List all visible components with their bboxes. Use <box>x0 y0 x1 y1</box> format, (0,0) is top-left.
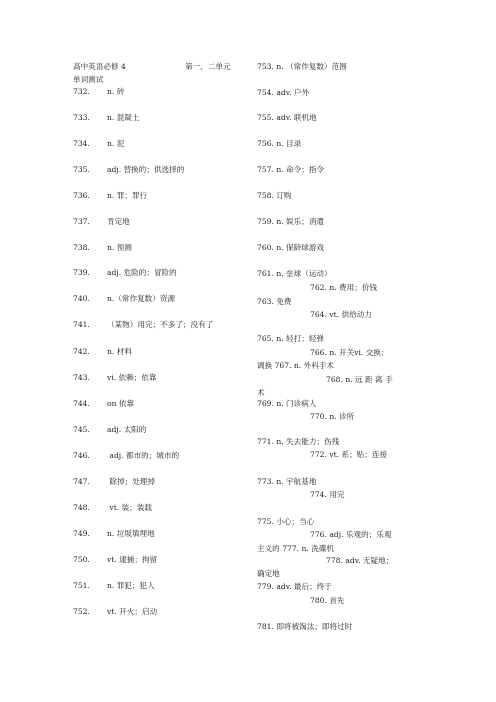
vocab-item: 734. n. 泥 <box>73 139 125 148</box>
vocab-item: 740. n.（常作复数）资源 <box>73 294 176 303</box>
vocab-item: 772. vt. 系；贴；连接 <box>310 450 388 459</box>
vocab-item: 732. n. 砖 <box>73 87 125 96</box>
vocab-item: 主义的 777. n. 洗碟机 <box>257 544 335 553</box>
vocab-item-continuation: 术 <box>257 388 265 397</box>
vocab-item: 752. vt. 开火；启动 <box>73 607 158 616</box>
course-title: 高中英语必修 4 <box>73 62 126 71</box>
vocab-item: 735. adj. 替换的；供选择的 <box>73 165 185 174</box>
vocab-item: 771. n. 失去能力；伤残 <box>257 437 340 446</box>
vocab-item: 738. n. 预测 <box>73 243 132 252</box>
worksheet-title <box>73 60 243 86</box>
vocab-item: 756. n. 目录 <box>257 139 302 148</box>
vocab-item: 748. vt. 装；装载 <box>73 503 152 512</box>
vocab-item: 758. 订购 <box>257 191 292 200</box>
worksheet-subtitle: 单词测试 <box>73 75 104 84</box>
vocab-item: 746. adj. 都市的；城市的 <box>73 451 180 460</box>
vocab-item: 743. vi. 依赖；依靠 <box>73 373 157 382</box>
vocab-item: 733. n. 混凝土 <box>73 113 140 122</box>
vocab-item: 769. n. 门诊病人 <box>257 399 317 408</box>
vocab-item: 753. n. （常作复数）范围 <box>257 62 347 71</box>
vocab-item: 765. n. 轻打；轻弹 <box>257 334 325 343</box>
vocab-item: 776. adj. 乐观的；乐观 <box>310 530 392 539</box>
vocab-item-continuation: 确定地 <box>257 569 280 578</box>
vocab-item: 779. adv. 最后；终于 <box>257 582 332 591</box>
vocab-item: 768. n. 远 距 离 手 <box>326 375 393 384</box>
vocab-item: 742. n. 材料 <box>73 347 132 356</box>
vocab-item: 780. 首先 <box>310 596 345 605</box>
vocab-item: 755. adv. 联机地 <box>257 113 317 122</box>
vocab-item: 761. n. 垒球（运动） <box>257 269 332 278</box>
vocab-item: 757. n. 命令；指令 <box>257 165 325 174</box>
vocab-item: 737. 肯定地 <box>73 217 130 226</box>
vocab-item: 749. n. 垃圾填埋地 <box>73 529 155 538</box>
vocab-item: 739. adj. 危险的；冒险的 <box>73 268 177 277</box>
vocab-item: 744. on 依靠 <box>73 399 135 408</box>
vocab-item: 754. adv. 户外 <box>257 88 310 97</box>
vocab-item: 774. 用完 <box>310 490 345 499</box>
vocab-item: 747. 除掉；处理掉 <box>73 477 155 486</box>
vocab-item: 736. n. 罪；罪行 <box>73 191 148 200</box>
vocab-item: 773. n. 宇航基地 <box>257 477 317 486</box>
vocab-item: 764. vt. 供给动力 <box>310 310 372 319</box>
vocab-item: 762. n. 费用；价钱 <box>310 283 378 292</box>
vocab-item: 745. adj. 太阳的 <box>73 425 147 434</box>
vocab-item: 775. 小心；当心 <box>257 517 315 526</box>
vocab-item: 778. adv. 无疑地； <box>326 556 394 565</box>
vocab-item: 759. n. 娱乐；消遣 <box>257 217 325 226</box>
vocab-item: 781. 即将被淘汰；即将过时 <box>257 622 353 631</box>
vocab-item: 770. n. 诊所 <box>310 412 355 421</box>
vocab-item: 741. （某物）用完；不多了；没有了 <box>73 320 214 329</box>
vocab-item: 760. n. 保龄球游戏 <box>257 243 325 252</box>
vocab-item: 750. vt. 逮捕；拘留 <box>73 555 158 564</box>
vocab-item: 调换 767. n. 外科手术 <box>257 361 335 370</box>
unit-label: 第一、二单元 <box>185 62 231 71</box>
vocab-item: 766. n. 开关vi. 交换； <box>310 348 389 357</box>
vocab-item: 751. n. 罪犯；犯人 <box>73 581 155 590</box>
vocab-item: 763. 免费 <box>257 297 292 306</box>
